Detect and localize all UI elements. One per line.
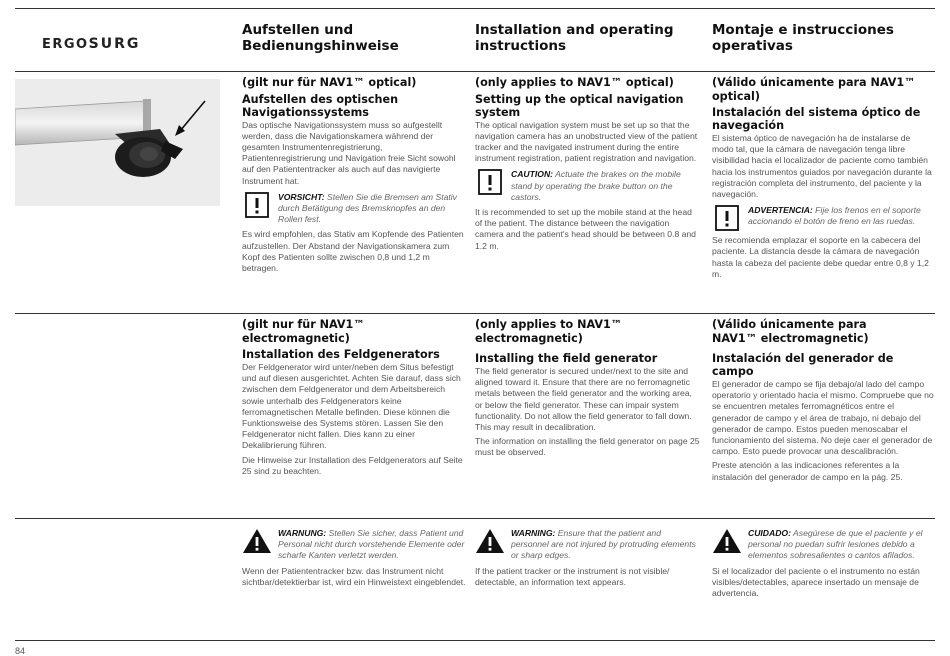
bottom-rule: [15, 640, 935, 641]
caution-note: [712, 205, 934, 231]
note-text: Ensure that the patient and personnel are not injured by protruding elements or sharp edges.: [511, 528, 696, 561]
warning-note: [712, 528, 934, 562]
body-text: Si el localizador del paciente o el instrumento no están visibles/detectables, aparece insertado un mensaje de advertencia.: [712, 565, 920, 599]
warning-section-en: [475, 524, 700, 588]
caution-note: [242, 192, 467, 226]
section-rule-optical: [15, 71, 935, 72]
note-label: CAUTION:: [511, 169, 554, 180]
page-number: 84: [15, 646, 26, 656]
brand-logo: [42, 33, 140, 52]
body-text: Wenn der Patiententracker bzw. das Instrument nicht sichtbar/detektierbar ist, wird ein Hinweistext eingeblendet.: [242, 565, 466, 587]
note-label: WARNUNG:: [278, 528, 327, 538]
section-rule-em: [15, 313, 935, 314]
section-title: Setting up the optical navigation system: [475, 92, 684, 119]
optical-section-de: [242, 76, 467, 274]
warning-section-es: [712, 524, 934, 599]
warning-section-de: [242, 524, 467, 588]
applies-note: (only applies to NAV1™ optical): [475, 76, 674, 89]
applies-note: (gilt nur für NAV1™ optical): [242, 76, 417, 89]
column-heading-es: Montaje e instrucciones operativas: [712, 22, 894, 54]
applies-note: (Válido únicamente para NAV1™ optical): [712, 76, 916, 103]
note-text: Asegúrese de que el paciente y el personal no puedan sufrir lesiones debido a elementos sobresalientes o cantos afilados.: [748, 528, 923, 561]
exclamation-box-icon: [475, 169, 505, 195]
warning-note: [242, 528, 467, 562]
body-text: El generador de campo se fija debajo/al lado del campo operatorio y orientado hacia el mismo. Compruebe que no se encuentren metales ferromagnéticos entre el generador de campo y el área de trabajo, ni debajo del generador de campo. Estos pueden menoscabar el funcionamiento del sistema. No deje caer el generador de campo. Esto puede provocar una descalibración.: [712, 379, 934, 457]
applies-note: (gilt nur für NAV1™ electromagnetic): [242, 318, 365, 345]
warning-triangle-icon: [712, 528, 742, 554]
section-rule-warning: [15, 518, 935, 519]
body-text-2: It is recommended to set up the mobile stand at the head of the patient. The distance between the navigation camera and the patient's head should be between 0.8 and 1.2 m.: [475, 206, 696, 251]
warning-note: [475, 528, 700, 562]
section-title: Installing the field generator: [475, 352, 658, 365]
optical-section-en: [475, 76, 700, 252]
section-title: Installation des Feldgenerators: [242, 348, 440, 361]
note-text: Stellen Sie sicher, dass Patient und Personal nicht durch vorstehende Elemente oder scharfe Kanten verletzt werden.: [278, 528, 465, 561]
exclamation-box-icon: [242, 192, 272, 218]
optical-section-es: [712, 76, 934, 280]
body-text-2: The information on installing the field generator on page 25 must be observed.: [475, 436, 700, 458]
note-label: ADVERTENCIA:: [748, 205, 813, 216]
body-text-2: Die Hinweise zur Installation des Feldgenerators auf Seite 25 sind zu beachten.: [242, 454, 463, 476]
applies-note: (only applies to NAV1™ electromagnetic): [475, 318, 622, 345]
castor-photo: [15, 79, 220, 206]
column-heading-de: Aufstellen und Bedienungshinweise: [242, 22, 399, 54]
note-text: Actuate the brakes on the mobile stand by operating the brake button on the castors.: [511, 169, 681, 202]
exclamation-box-icon: [712, 205, 742, 231]
caution-note: [475, 169, 700, 203]
warning-triangle-icon: [475, 528, 505, 554]
warning-triangle-icon: [242, 528, 272, 554]
note-text: Fije los frenos en el soporte accionando el botón de freno en las ruedas.: [748, 205, 921, 227]
column-heading-en: Installation and operating instructions: [475, 22, 674, 54]
em-section-es: [712, 318, 934, 483]
applies-note: (Válido únicamente para NAV1™ electromagnetic): [712, 318, 869, 345]
body-text: Der Feldgenerator wird unter/neben dem Situs befestigt und auf diesen ausgerichtet. Achten Sie darauf, dass sich zwischen dem Feldgenerator und dem Arbeitsbereich sowie unterhalb des Feldgenerators keine ferromagnetischen Metalle befinden. Diese können die Funktionsweise des Systems stören. Lassen Sie den Feldgenerator nicht fallen. Dies kann zu einer Dekalibrierung führen.: [242, 362, 461, 451]
em-section-de: [242, 318, 467, 477]
note-label: CUIDADO:: [748, 528, 791, 538]
brand-logo-part2: SURG: [88, 36, 141, 52]
brand-logo-part1: ERGO: [42, 37, 89, 52]
body-text: El sistema óptico de navegación ha de instalarse de modo tal, que la cámara de navegación tenga libre visibilidad hacia el localizador de paciente como también hacia los instrumentos guiados por navegación durante la registración completa del instrumento, del paciente y la navegación.: [712, 133, 932, 200]
body-text: If the patient tracker or the instrument is not visible/ detectable, an information text appears.: [475, 565, 670, 587]
body-text-2: Preste atención a las indicaciones referentes a la instalación del generador de campo en la pág. 25.: [712, 460, 903, 482]
section-title: Instalación del sistema óptico de navegación: [712, 106, 921, 132]
section-title: Instalación del generador de campo: [712, 352, 894, 378]
note-text: Stellen Sie die Bremsen am Stativ durch Betätigung des Bremsknopfes an den Rollen fest.: [278, 191, 457, 225]
section-title: Aufstellen des optischen Navigationssystems: [242, 92, 399, 119]
body-text: The optical navigation system must be set up so that the navigation camera has an unobstructed view of the patient tracker and the navigated instrument during the entire instrument registration, patient registration and navigation.: [475, 119, 698, 164]
note-label: VORSICHT:: [278, 191, 325, 202]
body-text: Das optische Navigationssystem muss so aufgestellt werden, dass die Navigationskamera während der gesamten Instrumentenregistrierung, Patientenregistrierung und Navigation freie Sicht sowohl auf den Patiententracker als auch auf das navigierte Instrument hat.: [242, 119, 456, 186]
top-rule: [15, 8, 935, 9]
body-text-2: Se recomienda emplazar el soporte en la cabecera del paciente. La distancia desde la cámara de navegación hasta la cabeza del paciente debe quedar entre 0,8 y 1,2 m.: [712, 235, 929, 279]
em-section-en: [475, 318, 700, 459]
body-text: The field generator is secured under/next to the site and aligned toward it. Ensure that there are no ferromagnetic metals between the field generator and the working area, or below the field generator. These can impair system functionality. Do not allow the field generator to fall down. This may result in decalibration.: [475, 366, 692, 433]
body-text-2: Es wird empfohlen, das Stativ am Kopfende des Patienten aufzustellen. Der Abstand der Navigationskamera zum Kopf des Patienten sollte zwischen 0,8 und 1,2 m betragen.: [242, 229, 464, 273]
note-label: WARNING:: [511, 528, 556, 538]
